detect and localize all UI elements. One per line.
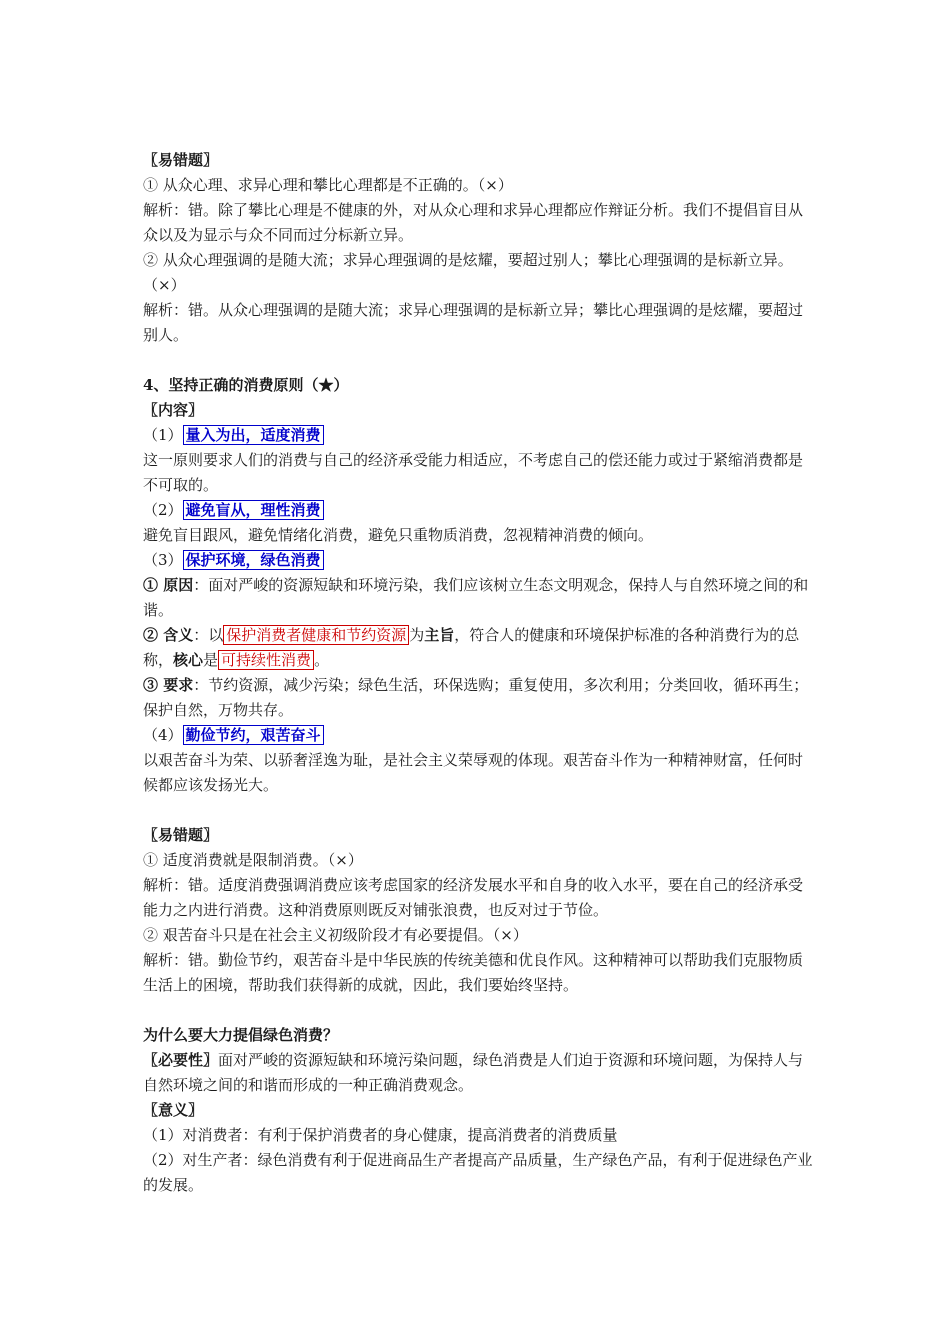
meaning-label: ② 含义 <box>143 626 194 644</box>
significance-heading: 〖意义〗 <box>143 1101 204 1119</box>
necessity-paragraph <box>143 1048 813 1098</box>
principle-1-text: 这一原则要求人们的消费与自己的经济承受能力相适应，不考虑自己的偿还能力或过于紧缩消费都是不可取的。 <box>143 451 804 494</box>
principle-1 <box>143 423 813 448</box>
principle-1-number: （1） <box>143 426 183 444</box>
meaning-mid-2: ，符合人的健康和环境保护标准的各种消费行为的总称， <box>143 626 800 669</box>
meaning-highlight-1: 保护消费者健康和节约资源 <box>223 625 409 645</box>
answer-3: 解析：错。适度消费强调消费应该考虑国家的经济发展水平和自身的收入水平，要在自己的经济承受能力之内进行消费。这种消费原则既反对铺张浪费，也反对过于节俭。 <box>143 876 804 919</box>
document-page <box>143 148 813 1198</box>
reason-label: ① 原因 <box>143 576 194 594</box>
section-title-green-consumption: 为什么要大力提倡绿色消费？ <box>143 1026 339 1044</box>
error-prone-heading-2: 〖易错题〗 <box>143 826 219 844</box>
spacer <box>143 998 813 1023</box>
principle-3 <box>143 548 813 573</box>
necessity-label: 〖必要性〗 <box>143 1051 219 1069</box>
significance-producers: （2）对生产者：绿色消费有利于促进商品生产者提高产品质量，生产绿色产品，有利于促进绿色产业的发展。 <box>143 1151 813 1194</box>
requirements-text: ：节约资源，减少污染；绿色生活，环保选购；重复使用，多次利用；分类回收，循环再生；保护自然，万物共存。 <box>143 676 809 719</box>
meaning-bold-2: 核心 <box>173 651 204 669</box>
meaning-mid-1: 为 <box>409 626 425 644</box>
spacer <box>143 348 813 373</box>
meaning-bold-1: 主旨 <box>424 626 455 644</box>
content-heading: 〖内容〗 <box>143 401 204 419</box>
principle-2-title: 避免盲从，理性消费 <box>183 500 324 520</box>
principle-4 <box>143 723 813 748</box>
answer-1: 解析：错。除了攀比心理是不健康的外，对从众心理和求异心理都应作辩证分析。我们不提倡盲目从众以及为显示与众不同而过分标新立异。 <box>143 201 804 244</box>
meaning-mid-3: 是 <box>203 651 219 669</box>
principle-2 <box>143 498 813 523</box>
question-3: ① 适度消费就是限制消费。（×） <box>143 851 363 869</box>
error-prone-heading-1: 〖易错题〗 <box>143 151 219 169</box>
principle-2-number: （2） <box>143 501 183 519</box>
spacer <box>143 798 813 823</box>
principle-4-text: 以艰苦奋斗为荣、以骄奢淫逸为耻，是社会主义荣辱观的体现。艰苦奋斗作为一种精神财富，任何时候都应该发扬光大。 <box>143 751 804 794</box>
meaning-end: 。 <box>314 651 330 669</box>
reason-text: ：面对严峻的资源短缺和环境污染，我们应该树立生态文明观念，保持人与自然环境之间的和谐。 <box>143 576 809 619</box>
question-1: ① 从众心理、求异心理和攀比心理都是不正确的。（×） <box>143 176 513 194</box>
significance-consumers: （1）对消费者：有利于保护消费者的身心健康，提高消费者的消费质量 <box>143 1126 618 1144</box>
question-4: ② 艰苦奋斗只是在社会主义初级阶段才有必要提倡。（×） <box>143 926 528 944</box>
principle-4-title: 勤俭节约，艰苦奋斗 <box>183 725 324 745</box>
requirements-label: ③ 要求 <box>143 676 194 694</box>
meaning-pre: ：以 <box>193 626 224 644</box>
answer-4: 解析：错。勤俭节约，艰苦奋斗是中华民族的传统美德和优良作风。这种精神可以帮助我们克服物质生活上的困境，帮助我们获得新的成就，因此，我们要始终坚持。 <box>143 951 804 994</box>
principle-3-requirements <box>143 673 813 723</box>
necessity-text: 面对严峻的资源短缺和环境污染问题，绿色消费是人们迫于资源和环境问题，为保持人与自然环境之间的和谐而形成的一种正确消费观念。 <box>143 1051 804 1094</box>
question-2: ② 从众心理强调的是随大流；求异心理强调的是炫耀，要超过别人；攀比心理强调的是标新立异。（×） <box>143 251 793 294</box>
section-title-consumption-principles: 4、坚持正确的消费原则（★） <box>143 376 349 394</box>
principle-2-text: 避免盲目跟风，避免情绪化消费，避免只重物质消费，忽视精神消费的倾向。 <box>143 526 654 544</box>
principle-3-reason <box>143 573 813 623</box>
principle-3-meaning <box>143 623 813 673</box>
meaning-highlight-2: 可持续性消费 <box>218 650 314 670</box>
principle-3-number: （3） <box>143 551 183 569</box>
principle-3-title: 保护环境，绿色消费 <box>183 550 324 570</box>
answer-2: 解析：错。从众心理强调的是随大流；求异心理强调的是标新立异；攀比心理强调的是炫耀，要超过别人。 <box>143 301 804 344</box>
principle-1-title: 量入为出，适度消费 <box>183 425 324 445</box>
principle-4-number: （4） <box>143 726 183 744</box>
